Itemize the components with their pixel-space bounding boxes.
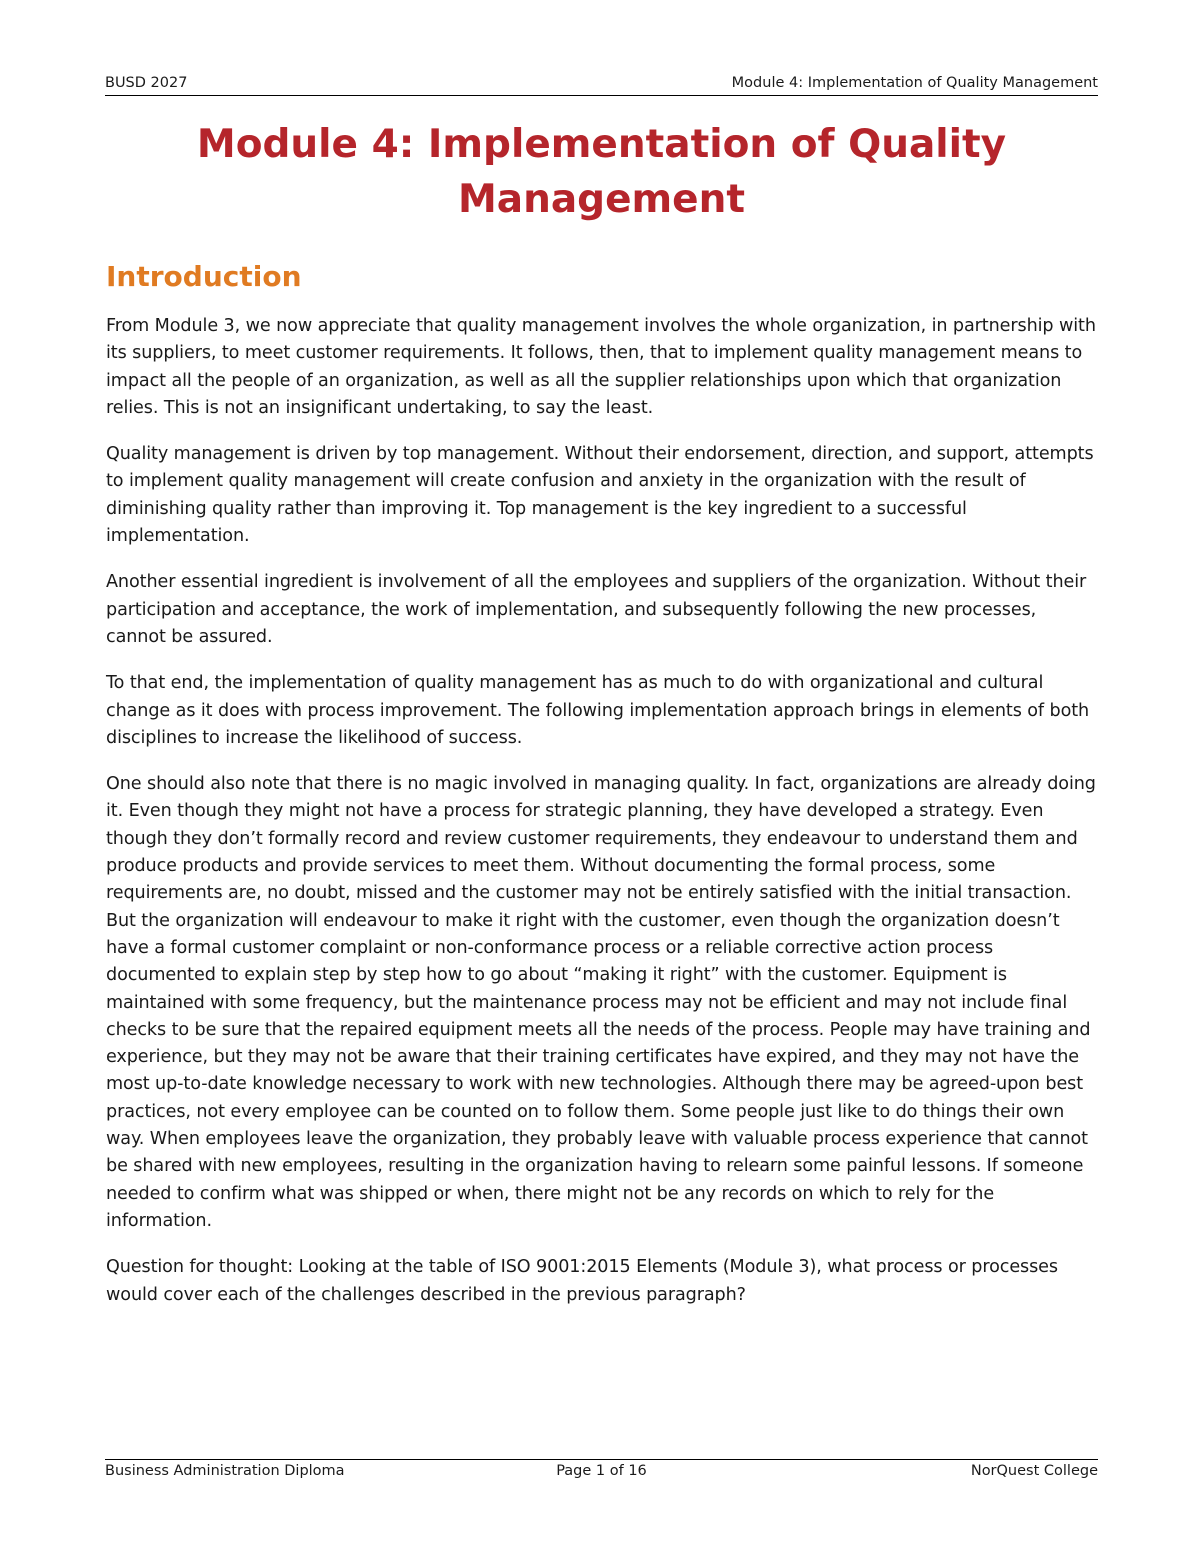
question-for-thought: Question for thought: Looking at the table of ISO 9001:2015 Elements (Module 3), what process or processes would cover each of the challenges described in the previous paragraph? [106,1257,1058,1305]
page-header [105,70,1098,96]
page-title: Module 4: Implementation of Quality Management [196,122,1007,222]
paragraph: One should also note that there is no magic involved in managing quality. In fact, organizations are already doing it. Even though they might not have a process for strategic planning, they have developed a strategy. Even though they don’t formally record and review customer requirements, they endeavour to understand them and produce products and provide services to meet them. Without documenting the formal process, some requirements are, no doubt, missed and the customer may not be entirely satisfied with the initial transaction. But the organization will endeavour to make it right with the customer, even though the organization doesn’t have a formal customer complaint or non-conformance process or a reliable corrective action process documented to explain step by step how to go about “making it right” with the customer. Equipment is maintained with some frequency, but the maintenance process may not be efficient and may not include final checks to be sure that the repaired equipment meets all the needs of the process. People may have training and experience, but they may not be aware that their training certificates have expired, and they may not have the most up-to-date knowledge necessary to work with new technologies. Although there may be agreed-upon best practices, not every employee can be counted on to follow them. Some people just like to do things their own way. When employees leave the organization, they probably leave with valuable process experience that cannot be shared with new employees, resulting in the organization having to relearn some painful lessons. If someone needed to confirm what was shipped or when, there might not be any records on which to rely for the information. [106,774,1096,1231]
paragraph: Another essential ingredient is involvement of all the employees and suppliers of the organization. Without their participation and acceptance, the work of implementation, and subsequently following the new processes, cannot be assured. [106,572,1087,647]
paragraph: From Module 3, we now appreciate that quality management involves the whole organization, in partnership with its suppliers, to meet customer requirements. It follows, then, that to implement quality management means to impact all the people of an organization, as well as all the supplier relationships upon which that organization relies. This is not an insignificant undertaking, to say the least. [106,316,1096,418]
section-heading-introduction: Introduction [106,260,302,293]
page-number: Page 1 of 16 [556,1463,647,1479]
document-body [106,253,1100,1328]
header-course-code: BUSD 2027 [105,75,188,91]
footer-program: Business Administration Diploma [105,1463,345,1479]
paragraph: Quality management is driven by top management. Without their endorsement, direction, and support, attempts to implement quality management will create confusion and anxiety in the organization with the result of diminishing quality rather than improving it. Top management is the key ingredient to a successful implementation. [106,444,1094,547]
header-module-title: Module 4: Implementation of Quality Management [731,75,1098,91]
paragraph: To that end, the implementation of quality management has as much to do with organizational and cultural change as it does with process improvement. The following implementation approach brings in elements of both disciplines to increase the likelihood of success. [106,673,1090,748]
page-footer [105,1459,1098,1479]
footer-institution: NorQuest College [970,1463,1098,1479]
